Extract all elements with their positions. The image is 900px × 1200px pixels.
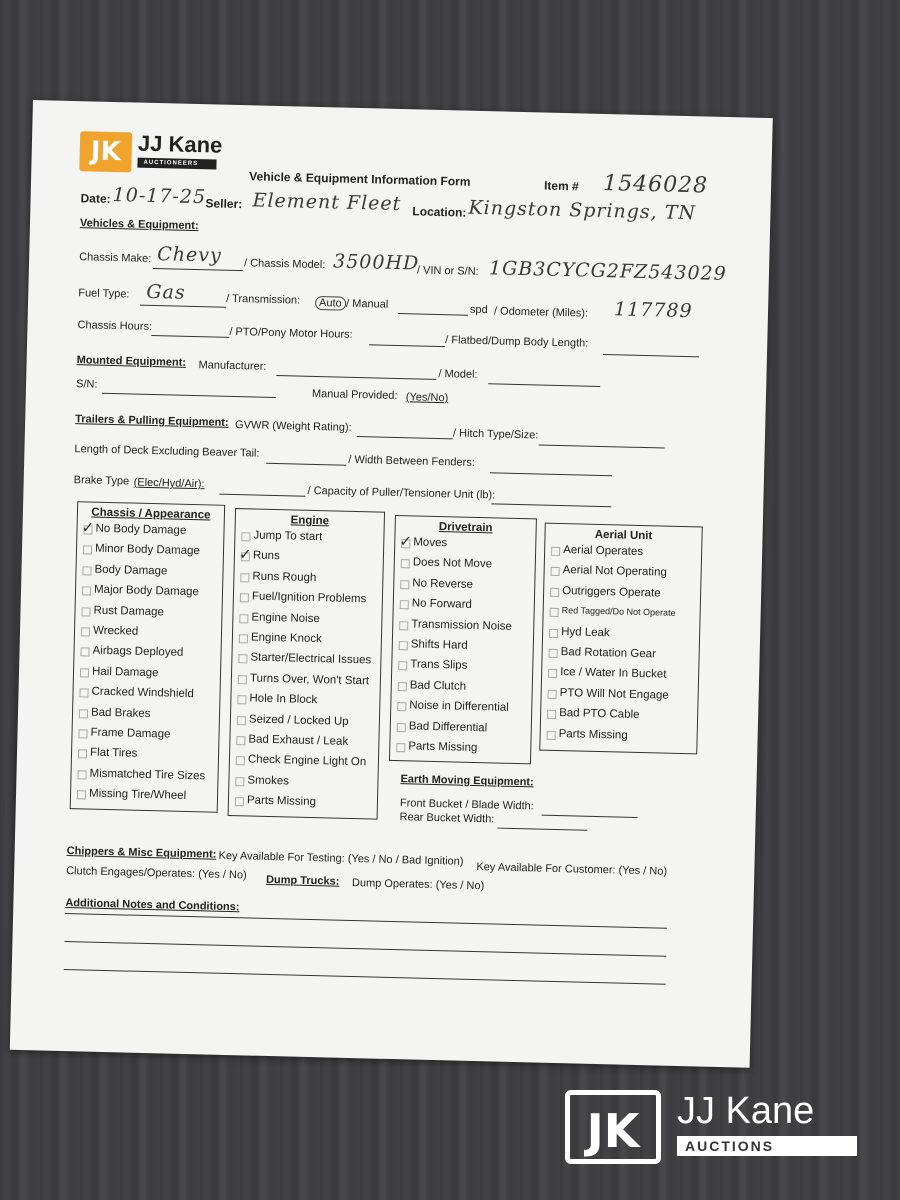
checkbox[interactable]	[397, 723, 406, 732]
dump-trucks-heading: Dump Trucks:	[265, 873, 340, 888]
checkbox[interactable]	[81, 607, 90, 616]
notes-line-2	[64, 941, 666, 957]
checkbox[interactable]	[235, 797, 244, 806]
item-label: Item #	[543, 178, 579, 194]
check-mark-icon: ✓	[238, 546, 252, 564]
aerial-item: Aerial Not Operating	[562, 564, 667, 580]
drivetrain-item: Bad Differential	[408, 719, 488, 734]
checkbox[interactable]	[80, 668, 89, 677]
location-label: Location:	[412, 204, 467, 220]
checkbox[interactable]	[551, 547, 560, 556]
engine-item: Bad Exhaust / Leak	[248, 733, 349, 748]
manufacturer-label: Manufacturer:	[198, 359, 267, 373]
key-customer-text: Key Available For Customer: (Yes / No)	[476, 861, 668, 878]
capacity-line	[491, 503, 611, 507]
engine-item: Starter/Electrical Issues	[250, 651, 372, 667]
spd-line	[398, 313, 468, 316]
chassis-item: Airbags Deployed	[92, 645, 184, 660]
engine-item: Turns Over, Won't Start	[249, 672, 370, 688]
checkbox[interactable]	[80, 648, 89, 657]
checkbox[interactable]	[78, 750, 87, 759]
watermark-logo-mark: JK	[565, 1090, 661, 1164]
checkbox[interactable]	[79, 689, 88, 698]
seller-label: Seller:	[205, 196, 243, 212]
checkbox[interactable]	[238, 655, 247, 664]
chassis-make-label: Chassis Make:	[79, 251, 152, 265]
checkbox[interactable]	[400, 580, 409, 589]
checkbox[interactable]	[237, 695, 246, 704]
chassis-item: Frame Damage	[90, 726, 171, 741]
drivetrain-item: Does Not Move	[412, 556, 493, 571]
dump-operates-text: Dump Operates: (Yes / No)	[351, 877, 485, 893]
manufacturer-line	[276, 375, 436, 380]
aerial-item: Red Tagged/Do Not Operate	[561, 605, 676, 619]
chassis-item: Rust Damage	[93, 604, 164, 618]
chassis-item: Cracked Windshield	[91, 685, 194, 701]
checkbox[interactable]	[548, 690, 557, 699]
engine-item: Check Engine Light On	[247, 753, 367, 769]
checkbox[interactable]	[550, 588, 559, 597]
engine-title: Engine	[290, 514, 330, 528]
chassis-item: Flat Tires	[89, 746, 138, 761]
engine-item: Runs	[252, 549, 280, 563]
checkbox[interactable]	[550, 608, 559, 617]
watermark-name: JJ Kane	[677, 1090, 815, 1132]
checkbox[interactable]	[77, 770, 86, 779]
vehicles-heading: Vehicles & Equipment:	[79, 217, 199, 233]
fuel-type-line	[140, 305, 226, 308]
clutch-text: Clutch Engages/Operates: (Yes / No)	[66, 865, 247, 882]
checkbox[interactable]	[82, 587, 91, 596]
check-mark-icon: ✓	[81, 519, 95, 537]
drivetrain-item: Transmission Noise	[411, 617, 512, 633]
transmission-auto-circled: Auto	[315, 296, 346, 311]
chassis-item: Body Damage	[94, 563, 168, 578]
aerial-item: Hyd Leak	[561, 625, 610, 639]
vin-value: 1GB3CYCG2FZ543029	[488, 257, 728, 285]
transmission-manual-label: / Manual	[345, 297, 389, 311]
chassis-make-value: Chevy	[157, 243, 223, 267]
checkbox[interactable]	[237, 716, 246, 725]
spd-label: spd	[469, 303, 488, 317]
checkbox[interactable]	[236, 736, 245, 745]
checkbox[interactable]	[401, 560, 410, 569]
aerial-unit-title: Aerial Unit	[594, 528, 653, 543]
checkbox[interactable]	[400, 600, 409, 609]
drivetrain-item: Shifts Hard	[410, 638, 468, 652]
drivetrain-item: Noise in Differential	[409, 699, 509, 714]
pto-hours-label: / PTO/Pony Motor Hours:	[229, 325, 353, 341]
engine-box	[228, 508, 385, 820]
location-value: Kingston Springs, TN	[468, 196, 697, 225]
watermark-sub: AUCTIONS	[677, 1136, 857, 1156]
aerial-item: Outriggers Operate	[562, 584, 661, 600]
capacity-label: / Capacity of Puller/Tensioner Unit (lb):	[307, 484, 496, 502]
earth-moving-heading: Earth Moving Equipment:	[400, 773, 534, 789]
drivetrain-box	[389, 515, 537, 764]
jj-kane-logo-sub: AUCTIONEERS	[137, 158, 216, 170]
item-number: 1546028	[602, 170, 709, 199]
checkbox[interactable]	[547, 710, 556, 719]
checkbox[interactable]	[398, 661, 407, 670]
seller-value: Element Fleet	[252, 189, 402, 216]
jj-kane-logo-name: JJ Kane	[137, 130, 223, 158]
checkbox[interactable]	[551, 567, 560, 576]
chassis-model-value: 3500HD	[332, 250, 420, 275]
fuel-type-label: Fuel Type:	[78, 287, 130, 301]
checkbox[interactable]	[549, 649, 558, 658]
odometer-value: 117789	[613, 298, 693, 323]
aerial-item: Ice / Water In Bucket	[560, 666, 667, 682]
checkbox[interactable]	[398, 682, 407, 691]
checkbox[interactable]	[239, 634, 248, 643]
chassis-item: Mismatched Tire Sizes	[89, 767, 206, 783]
checkbox[interactable]	[79, 709, 88, 718]
chassis-item: Hail Damage	[91, 665, 159, 680]
date-value: 10-17-25	[112, 183, 207, 209]
checkbox[interactable]	[549, 628, 558, 637]
information-form-sheet	[10, 100, 773, 1068]
manual-provided-label: Manual Provided:	[311, 387, 398, 402]
checkbox[interactable]	[239, 614, 248, 623]
date-label: Date:	[80, 191, 111, 206]
sn-line	[102, 393, 276, 398]
check-mark-icon: ✓	[399, 533, 413, 551]
engine-item: Fuel/Ignition Problems	[251, 590, 367, 606]
notes-line-3	[64, 969, 666, 985]
flatbed-line	[603, 354, 699, 357]
checkbox[interactable]	[236, 757, 245, 766]
chassis-appearance-box	[70, 501, 225, 813]
mounted-heading: Mounted Equipment:	[76, 354, 187, 369]
chassis-make-line	[153, 268, 243, 271]
model-line	[488, 383, 600, 387]
gvwr-line	[357, 436, 453, 439]
chassis-hours-line	[151, 335, 229, 338]
checkbox[interactable]	[235, 777, 244, 786]
odometer-label: / Odometer (Miles):	[493, 305, 589, 320]
sn-label: S/N:	[75, 378, 98, 391]
chassis-item: No Body Damage	[95, 522, 187, 537]
aerial-item: Aerial Operates	[563, 544, 644, 559]
checkbox[interactable]	[83, 546, 92, 555]
additional-notes-heading: Additional Notes and Conditions:	[65, 897, 240, 914]
deck-length-label: Length of Deck Excluding Beaver Tail:	[74, 443, 260, 460]
drivetrain-item: No Reverse	[412, 577, 474, 591]
hitch-label: / Hitch Type/Size:	[452, 427, 539, 442]
checkbox[interactable]	[547, 730, 556, 739]
jj-kane-logo-mark: JK	[79, 131, 132, 172]
engine-item: Hole In Block	[249, 692, 318, 707]
checkbox[interactable]	[81, 627, 90, 636]
chassis-hours-label: Chassis Hours:	[77, 319, 153, 333]
notes-line-1	[65, 913, 667, 929]
drivetrain-title: Drivetrain	[438, 521, 493, 535]
chassis-appearance-title: Chassis / Appearance	[91, 506, 211, 522]
chassis-item: Wrecked	[92, 624, 139, 638]
checkbox[interactable]	[397, 702, 406, 711]
engine-item: Smokes	[247, 774, 290, 788]
engine-item: Seized / Locked Up	[248, 713, 349, 728]
rear-bucket-line	[497, 828, 587, 831]
width-fenders-line	[490, 472, 612, 476]
vin-label: / VIN or S/N:	[416, 264, 479, 278]
checkbox[interactable]	[240, 593, 249, 602]
width-fenders-label: / Width Between Fenders:	[348, 453, 475, 469]
front-bucket-line	[542, 815, 638, 818]
drivetrain-item: No Forward	[411, 597, 473, 612]
chassis-item: Bad Brakes	[90, 706, 151, 720]
chassis-item: Minor Body Damage	[94, 543, 200, 558]
drivetrain-item: Bad Clutch	[409, 679, 467, 693]
checkbox[interactable]	[241, 532, 250, 541]
checkbox[interactable]	[240, 573, 249, 582]
jj-kane-auctions-watermark	[565, 1090, 870, 1170]
checkbox[interactable]	[77, 790, 86, 799]
flatbed-label: / Flatbed/Dump Body Length:	[445, 334, 589, 350]
key-testing-text: Key Available For Testing: (Yes / No / Bad Ignition)	[218, 849, 464, 868]
engine-item: Engine Noise	[251, 611, 320, 625]
checkbox[interactable]	[399, 641, 408, 650]
engine-item: Parts Missing	[246, 794, 317, 809]
engine-item: Engine Knock	[250, 631, 323, 646]
hitch-line	[539, 444, 665, 448]
engine-item: Runs Rough	[252, 570, 317, 584]
aerial-item: Parts Missing	[558, 727, 628, 742]
fuel-type-value: Gas	[146, 280, 186, 304]
engine-list	[236, 509, 384, 809]
chassis-item: Missing Tire/Wheel	[88, 787, 187, 803]
model-label: / Model:	[438, 367, 478, 381]
aerial-item: PTO Will Not Engage	[559, 686, 669, 702]
brake-type-line	[219, 494, 305, 497]
chippers-heading: Chippers & Misc Equipment:	[66, 845, 217, 861]
transmission-label: / Transmission:	[226, 292, 301, 307]
front-bucket-label: Front Bucket / Blade Width:	[399, 797, 534, 813]
checkbox[interactable]	[238, 675, 247, 684]
trailers-heading: Trailers & Pulling Equipment:	[75, 413, 229, 429]
rear-bucket-label: Rear Bucket Width:	[399, 811, 495, 826]
checkbox[interactable]	[396, 743, 405, 752]
aerial-unit-box	[539, 523, 703, 755]
drivetrain-item: Parts Missing	[408, 740, 478, 755]
manual-provided-options: (Yes/No)	[405, 391, 449, 405]
engine-item: Jump To start	[253, 529, 323, 544]
aerial-item: Bad Rotation Gear	[560, 646, 657, 661]
aerial-item: Bad PTO Cable	[559, 707, 640, 722]
checkbox[interactable]	[78, 729, 87, 738]
gvwr-label: GVWR (Weight Rating):	[234, 419, 352, 434]
checkbox[interactable]	[548, 669, 557, 678]
chassis-item: Major Body Damage	[93, 583, 199, 599]
pto-hours-line	[369, 344, 445, 347]
chassis-model-label: / Chassis Model:	[243, 257, 326, 272]
brake-type-label: Brake Type	[73, 474, 130, 488]
checkbox[interactable]	[399, 621, 408, 630]
drivetrain-item: Moves	[413, 536, 448, 550]
deck-length-line	[266, 463, 346, 466]
brake-type-options: (Elec/Hyd/Air):	[133, 476, 205, 491]
form-title: Vehicle & Equipment Information Form	[249, 169, 471, 189]
checkbox[interactable]	[82, 566, 91, 575]
drivetrain-item: Trans Slips	[410, 658, 468, 673]
